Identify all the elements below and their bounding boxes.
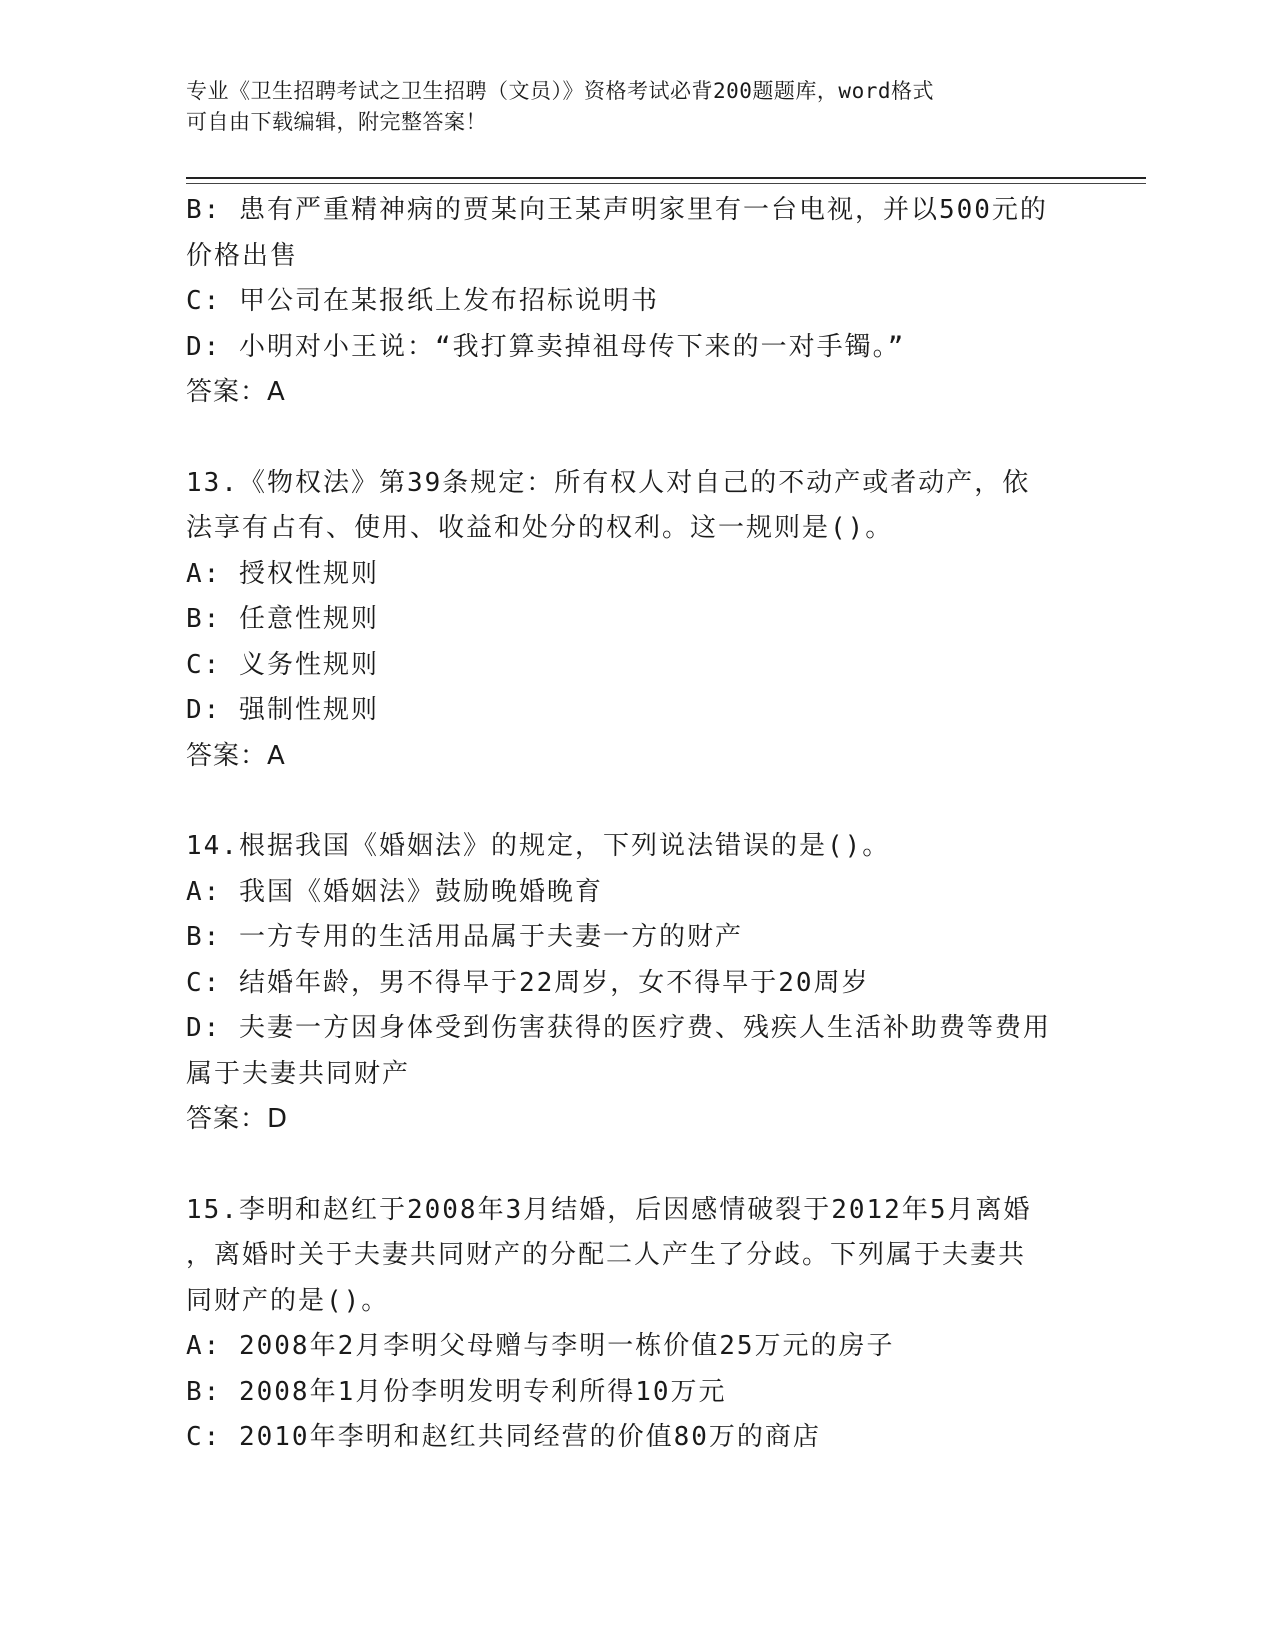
header-divider-thin [186, 183, 1146, 184]
header-line-2: 可自由下载编辑，附完整答案！ [186, 110, 487, 134]
document-header [186, 76, 1086, 138]
question-stem-line-1: 15.李明和赵红于2008年3月结婚，后因感情破裂于2012年5月离婚 [186, 1194, 1032, 1225]
option-c: C: 甲公司在某报纸上发布招标说明书 [186, 286, 659, 316]
option-d-line-2: 属于夫妻共同财产 [186, 1058, 411, 1089]
header-divider-thick [186, 177, 1146, 179]
question-14 [186, 824, 1086, 1143]
question-15 [186, 1188, 1086, 1461]
option-c: C: 义务性规则 [186, 649, 379, 680]
answer: 答案：A [186, 740, 286, 771]
question-stem-line-1: 13.《物权法》第39条规定：所有权人对自己的不动产或者动产，依 [186, 467, 1031, 498]
option-a: A: 授权性规则 [186, 558, 379, 589]
option-c: C: 2010年李明和赵红共同经营的价值80万的商店 [186, 1422, 821, 1452]
answer: 答案：D [186, 1104, 289, 1134]
question-stem-line-2: ，离婚时关于夫妻共同财产的分配二人产生了分歧。下列属于夫妻共 [186, 1240, 1027, 1270]
header-line-1: 专业《卫生招聘考试之卫生招聘（文员）》资格考试必背200题题库，word格式 [186, 79, 934, 103]
spacer [186, 1143, 1086, 1188]
option-b: B: 一方专用的生活用品属于夫妻一方的财产 [186, 922, 743, 952]
option-d-line-1: D: 夫妻一方因身体受到伤害获得的医疗费、残疾人生活补助费等费用 [186, 1013, 1051, 1043]
question-12 [186, 188, 1086, 416]
option-c: C: 结婚年龄，男不得早于22周岁，女不得早于20周岁 [186, 967, 870, 998]
answer: 答案：A [186, 377, 286, 407]
question-13 [186, 461, 1086, 780]
spacer [186, 416, 1086, 461]
option-b: B: 任意性规则 [186, 604, 379, 634]
option-a: A: 2008年2月李明父母赠与李明一栋价值25万元的房子 [186, 1331, 895, 1361]
question-stem-line-3: 同财产的是()。 [186, 1285, 390, 1316]
spacer [186, 779, 1086, 824]
option-d: D: 小明对小王说：“我打算卖掉祖母传下来的一对手镯。” [186, 331, 906, 362]
option-b-line-1: B: 患有严重精神病的贾某向王某声明家里有一台电视，并以500元的 [186, 195, 1048, 225]
option-a: A: 我国《婚姻法》鼓励晚婚晚育 [186, 876, 603, 907]
option-d: D: 强制性规则 [186, 695, 379, 725]
option-b: B: 2008年1月份李明发明专利所得10万元 [186, 1376, 727, 1407]
question-content [186, 188, 1086, 1461]
option-b-line-2: 价格出售 [186, 240, 299, 271]
question-stem-line-1: 14.根据我国《婚姻法》的规定，下列说法错误的是()。 [186, 831, 891, 861]
question-stem-line-2: 法享有占有、使用、收益和处分的权利。这一规则是()。 [186, 513, 894, 543]
